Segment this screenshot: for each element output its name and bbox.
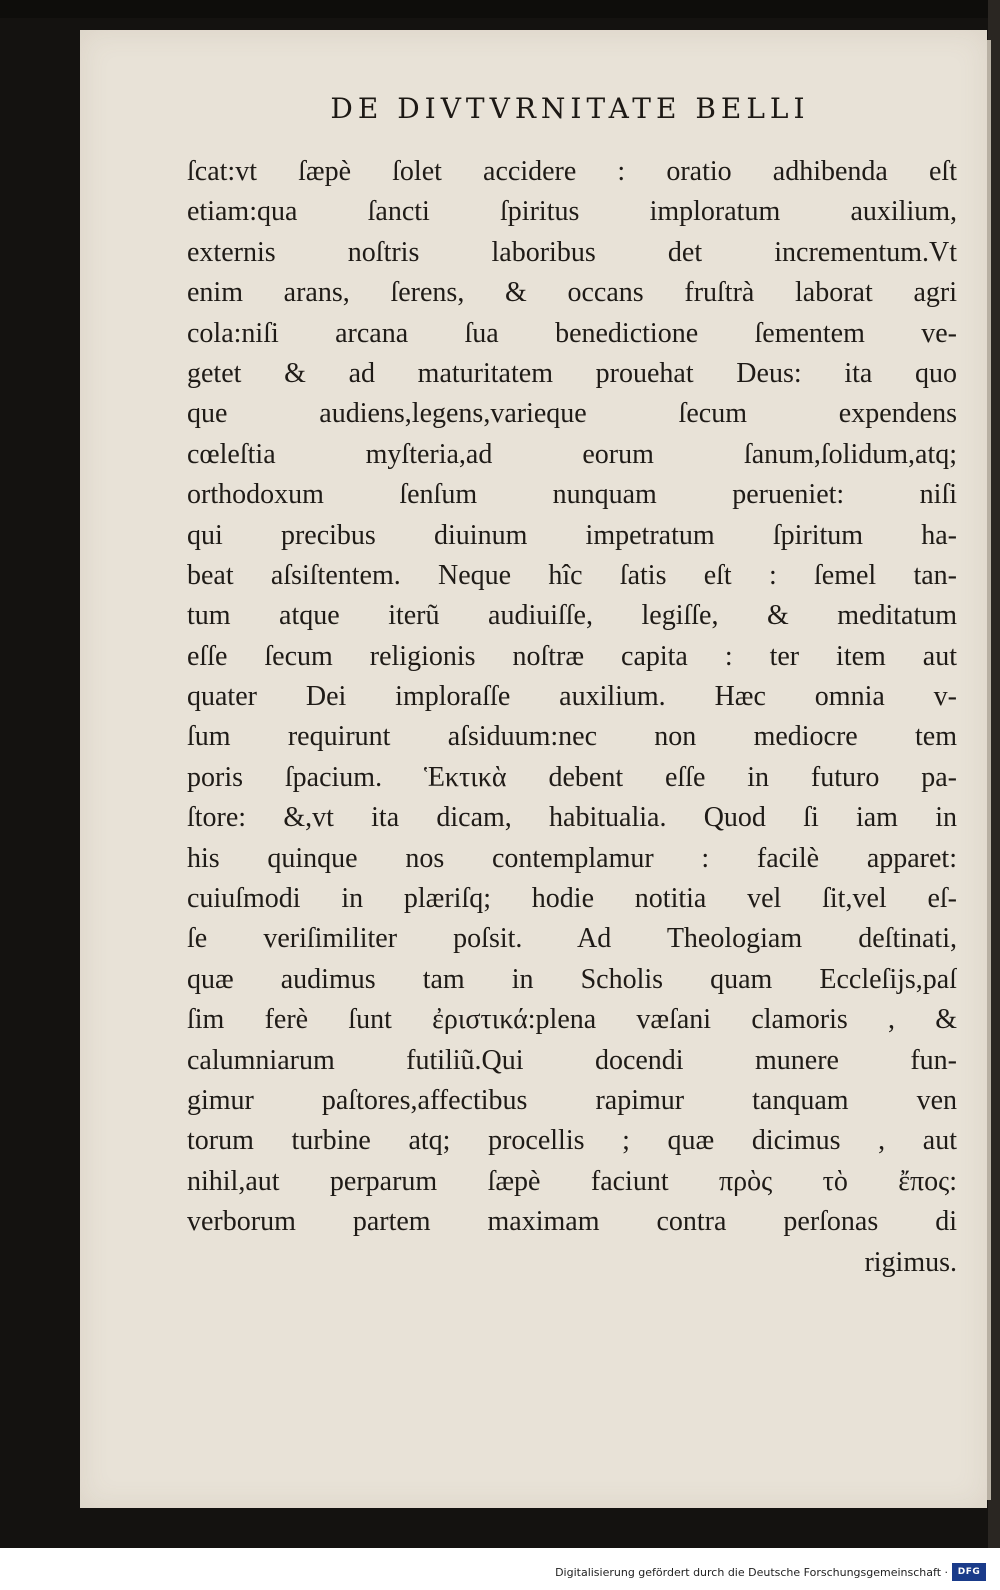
- text-line: poris ſpacium. Ἑκτικὰ debent eſſe in futuro pa-: [187, 761, 957, 793]
- dfg-logo-icon: [952, 1563, 986, 1581]
- text-line: eſſe ſecum religionis noſtræ capita : ter item aut: [187, 640, 957, 672]
- text-line: cœleſtia myſteria,ad eorum ſanum,ſolidum,atq;: [187, 438, 957, 470]
- running-head: DE DIVTVRNITATE BELLI: [330, 92, 810, 125]
- text-line: cola:niſi arcana ſua benedictione ſementem ve-: [187, 317, 957, 349]
- text-line: qui precibus diuinum impetratum ſpiritum ha-: [187, 519, 957, 551]
- text-line: calumniarum futiliũ.Qui docendi munere fun-: [187, 1044, 957, 1076]
- footer-credit: Digitalisierung gefördert durch die Deutsche Forschungsgemeinschaft ·: [555, 1566, 948, 1579]
- text-line: rigimus.: [864, 1246, 957, 1278]
- text-line: enim arans, ſerens, & occans fruſtrà laborat agri: [187, 277, 957, 309]
- text-line: que audiens,legens,varieque ſecum expendens: [187, 398, 957, 430]
- text-line: ſum requirunt aſsiduum:nec non mediocre tem: [187, 721, 957, 753]
- text-line: ſim ferè ſunt ἐριστικά:plena væſani clamoris , &: [187, 1004, 957, 1036]
- text-line: tum atque iterũ audiuiſſe, legiſſe, & meditatum: [187, 600, 957, 632]
- page-edge: [987, 40, 991, 1500]
- text-line: orthodoxum ſenſum nunquam perueniet: niſi: [187, 479, 957, 511]
- footer-bar: [0, 1548, 1000, 1590]
- text-line: quæ audimus tam in Scholis quam Eccleſijs,paſ: [187, 963, 957, 995]
- text-line: externis noſtris laboribus det incrementum.Vt: [187, 236, 957, 268]
- text-line: ſe veriſimiliter poſsit. Ad Theologiam deſtinati,: [187, 923, 957, 955]
- text-line: getet & ad maturitatem prouehat Deus: ita quo: [187, 357, 957, 389]
- top-scan-border: [0, 0, 1000, 18]
- text-line: verborum partem maximam contra perſonas di: [187, 1206, 957, 1238]
- dfg-logo-text: DFG: [957, 1567, 981, 1577]
- body-text: [187, 152, 957, 1283]
- text-line: ſtore: &,vt ita dicam, habitualia. Quod ſi iam in: [187, 802, 957, 834]
- text-line: quater Dei imploraſſe auxilium. Hæc omnia v-: [187, 681, 957, 713]
- text-line: gimur paſtores,affectibus rapimur tanquam ven: [187, 1084, 957, 1116]
- text-line: beat aſsiſtentem. Neque hîc ſatis eſt : ſemel tan-: [187, 559, 957, 591]
- text-line: his quinque nos contemplamur : facilè apparet:: [187, 842, 957, 874]
- text-line: torum turbine atq; procellis ; quæ dicimus , aut: [187, 1125, 957, 1157]
- text-line: cuiuſmodi in plæriſq; hodie notitia vel ſit,vel eſ-: [187, 883, 957, 915]
- text-line: ſcat:vt ſæpè ſolet accidere : oratio adhibenda eſt: [187, 156, 957, 187]
- text-line: nihil,aut perparum ſæpè faciunt πρὸς τὸ ἔπος:: [187, 1165, 957, 1197]
- text-line: etiam:qua ſancti ſpiritus imploratum auxilium,: [187, 196, 957, 228]
